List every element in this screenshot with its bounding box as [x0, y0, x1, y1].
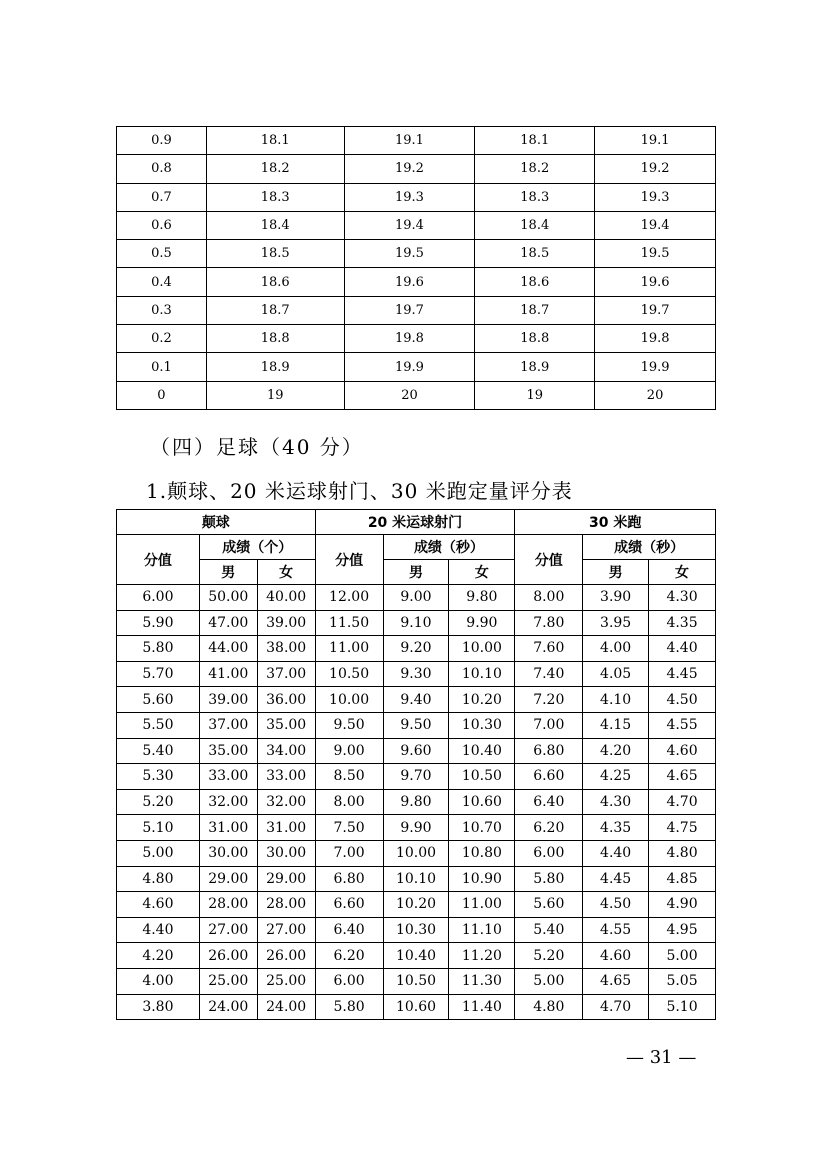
table-cell: 4.30 — [649, 585, 716, 611]
table-cell: 0.4 — [117, 268, 207, 296]
male-label: 男 — [583, 560, 649, 585]
table-cell: 8.00 — [315, 789, 383, 815]
table-cell: 47.00 — [199, 610, 257, 636]
table-caption: 1.颠球、20 米运球射门、30 米跑定量评分表 — [146, 479, 573, 503]
table-cell: 19.9 — [595, 353, 716, 381]
table-cell: 11.10 — [449, 917, 515, 943]
table-cell: 24.00 — [257, 994, 315, 1020]
table-cell: 28.00 — [199, 892, 257, 918]
table-cell: 10.50 — [383, 968, 449, 994]
table-cell: 5.90 — [117, 610, 200, 636]
header-30m-run: 30 米跑 — [515, 510, 716, 535]
table-cell: 19.3 — [595, 183, 716, 211]
table-cell: 4.95 — [649, 917, 716, 943]
table-cell: 4.50 — [583, 892, 649, 918]
table-cell: 4.45 — [649, 661, 716, 687]
table-cell: 6.00 — [315, 968, 383, 994]
table-cell: 4.80 — [117, 866, 200, 892]
table-cell: 6.80 — [315, 866, 383, 892]
table-cell: 6.80 — [515, 738, 583, 764]
table-cell: 50.00 — [199, 585, 257, 611]
table-row — [117, 738, 716, 764]
table-cell: 4.70 — [649, 789, 716, 815]
table-cell: 19.2 — [344, 155, 475, 183]
table-cell: 4.55 — [649, 712, 716, 738]
table-cell: 18.7 — [475, 296, 595, 324]
table-row — [117, 994, 716, 1020]
table-cell: 4.60 — [649, 738, 716, 764]
table-cell: 4.65 — [649, 764, 716, 790]
table-cell: 5.05 — [649, 968, 716, 994]
male-label: 男 — [199, 560, 257, 585]
table-cell: 11.40 — [449, 994, 515, 1020]
header-juggling: 颠球 — [117, 510, 316, 535]
table-cell: 4.40 — [117, 917, 200, 943]
table-cell: 6.60 — [315, 892, 383, 918]
result-header-row — [117, 535, 716, 560]
header-dribble-shot: 20 米运球射门 — [315, 510, 515, 535]
table-cell: 10.70 — [449, 815, 515, 841]
table-cell: 11.30 — [449, 968, 515, 994]
table-cell: 10.50 — [315, 661, 383, 687]
table-cell: 8.50 — [315, 764, 383, 790]
table-cell: 5.40 — [515, 917, 583, 943]
table-cell: 18.3 — [206, 183, 344, 211]
table-cell: 4.70 — [583, 994, 649, 1020]
table-cell: 9.00 — [315, 738, 383, 764]
table-cell: 5.00 — [649, 943, 716, 969]
table-cell: 0.9 — [117, 127, 207, 155]
table-cell: 4.90 — [649, 892, 716, 918]
table-cell: 19.6 — [595, 268, 716, 296]
table-cell: 7.00 — [315, 840, 383, 866]
table-cell: 12.00 — [315, 585, 383, 611]
table-cell: 19.7 — [595, 296, 716, 324]
football-score-table — [116, 509, 716, 1020]
table-cell: 4.80 — [649, 840, 716, 866]
table-cell: 4.40 — [649, 636, 716, 662]
table-row — [117, 240, 716, 268]
table-cell: 5.20 — [117, 789, 200, 815]
table-row — [117, 840, 716, 866]
table-cell: 29.00 — [257, 866, 315, 892]
table-cell: 6.00 — [515, 840, 583, 866]
table-cell: 4.50 — [649, 687, 716, 713]
table-cell: 36.00 — [257, 687, 315, 713]
table-cell: 0.1 — [117, 353, 207, 381]
table-cell: 19.1 — [595, 127, 716, 155]
female-label: 女 — [257, 560, 315, 585]
table-cell: 44.00 — [199, 636, 257, 662]
table-row — [117, 296, 716, 324]
table-cell: 9.70 — [383, 764, 449, 790]
section-heading: （四）足球（40 分） — [150, 435, 364, 459]
table-cell: 18.5 — [475, 240, 595, 268]
table-row — [117, 183, 716, 211]
table-cell: 18.5 — [206, 240, 344, 268]
table-cell: 10.80 — [449, 840, 515, 866]
table-cell: 5.60 — [117, 687, 200, 713]
table-cell: 5.80 — [315, 994, 383, 1020]
table-cell: 5.00 — [515, 968, 583, 994]
table-cell: 18.8 — [475, 325, 595, 353]
table-row — [117, 815, 716, 841]
table-cell: 4.20 — [583, 738, 649, 764]
table-cell: 31.00 — [257, 815, 315, 841]
table-cell: 10.90 — [449, 866, 515, 892]
table-cell: 0.7 — [117, 183, 207, 211]
table-cell: 33.00 — [199, 764, 257, 790]
table-row — [117, 892, 716, 918]
result-label-dribble-shot: 成绩（秒） — [383, 535, 515, 560]
table-cell: 19.4 — [344, 211, 475, 239]
table-cell: 7.00 — [515, 712, 583, 738]
table-cell: 19.1 — [344, 127, 475, 155]
group-header-row — [117, 510, 716, 535]
table-cell: 10.20 — [383, 892, 449, 918]
table-cell: 4.35 — [649, 610, 716, 636]
table-cell: 6.40 — [515, 789, 583, 815]
table-cell: 19.9 — [344, 353, 475, 381]
table-cell: 19 — [206, 381, 344, 409]
table-cell: 9.10 — [383, 610, 449, 636]
table-row — [117, 636, 716, 662]
table-cell: 7.80 — [515, 610, 583, 636]
table-cell: 5.80 — [117, 636, 200, 662]
table-cell: 26.00 — [199, 943, 257, 969]
table-cell: 4.15 — [583, 712, 649, 738]
table-cell: 5.70 — [117, 661, 200, 687]
table-cell: 4.40 — [583, 840, 649, 866]
table-cell: 11.00 — [315, 636, 383, 662]
table-cell: 4.75 — [649, 815, 716, 841]
table-row — [117, 155, 716, 183]
table-cell: 9.80 — [449, 585, 515, 611]
table-cell: 18.1 — [206, 127, 344, 155]
table-cell: 18.4 — [206, 211, 344, 239]
table-cell: 18.4 — [475, 211, 595, 239]
table-cell: 31.00 — [199, 815, 257, 841]
table-cell: 19.8 — [344, 325, 475, 353]
table-cell: 5.80 — [515, 866, 583, 892]
score-label: 分值 — [515, 535, 583, 585]
table-cell: 0.6 — [117, 211, 207, 239]
table-cell: 10.50 — [449, 764, 515, 790]
table-cell: 7.20 — [515, 687, 583, 713]
table-cell: 18.1 — [475, 127, 595, 155]
table-cell: 27.00 — [257, 917, 315, 943]
table-cell: 7.60 — [515, 636, 583, 662]
table-cell: 25.00 — [199, 968, 257, 994]
table-cell: 10.60 — [383, 994, 449, 1020]
table-cell: 4.80 — [515, 994, 583, 1020]
table-cell: 25.00 — [257, 968, 315, 994]
table-cell: 11.20 — [449, 943, 515, 969]
table-row — [117, 712, 716, 738]
score-table-body — [117, 585, 716, 1020]
table-cell: 33.00 — [257, 764, 315, 790]
table-cell: 5.20 — [515, 943, 583, 969]
table-cell: 3.80 — [117, 994, 200, 1020]
table-row — [117, 127, 716, 155]
table-row — [117, 917, 716, 943]
table-cell: 30.00 — [199, 840, 257, 866]
table-cell: 24.00 — [199, 994, 257, 1020]
table-cell: 19.8 — [595, 325, 716, 353]
female-label: 女 — [649, 560, 716, 585]
table-cell: 4.05 — [583, 661, 649, 687]
table-cell: 4.85 — [649, 866, 716, 892]
table-row — [117, 353, 716, 381]
top-score-table — [116, 126, 716, 410]
table-row — [117, 943, 716, 969]
table-cell: 11.00 — [449, 892, 515, 918]
table-cell: 5.50 — [117, 712, 200, 738]
table-cell: 10.30 — [449, 712, 515, 738]
table-cell: 18.6 — [206, 268, 344, 296]
page-number: — 31 — — [626, 1047, 697, 1068]
table-cell: 10.00 — [449, 636, 515, 662]
table-cell: 37.00 — [199, 712, 257, 738]
table-row — [117, 381, 716, 409]
table-cell: 4.10 — [583, 687, 649, 713]
table-cell: 10.60 — [449, 789, 515, 815]
table-cell: 5.00 — [117, 840, 200, 866]
table-cell: 5.40 — [117, 738, 200, 764]
table-cell: 18.2 — [475, 155, 595, 183]
result-label-juggling: 成绩（个） — [199, 535, 315, 560]
table-cell: 19.7 — [344, 296, 475, 324]
table-cell: 39.00 — [199, 687, 257, 713]
table-cell: 4.20 — [117, 943, 200, 969]
table-row — [117, 764, 716, 790]
top-table-body — [117, 127, 716, 410]
table-cell: 0.8 — [117, 155, 207, 183]
table-cell: 10.20 — [449, 687, 515, 713]
table-cell: 18.3 — [475, 183, 595, 211]
table-cell: 37.00 — [257, 661, 315, 687]
table-cell: 4.25 — [583, 764, 649, 790]
table-cell: 8.00 — [515, 585, 583, 611]
table-cell: 5.10 — [117, 815, 200, 841]
table-cell: 18.7 — [206, 296, 344, 324]
table-row — [117, 789, 716, 815]
table-cell: 40.00 — [257, 585, 315, 611]
table-cell: 9.00 — [383, 585, 449, 611]
score-label: 分值 — [315, 535, 383, 585]
table-cell: 35.00 — [257, 712, 315, 738]
table-cell: 18.2 — [206, 155, 344, 183]
table-cell: 19.2 — [595, 155, 716, 183]
table-cell: 19.4 — [595, 211, 716, 239]
table-cell: 4.30 — [583, 789, 649, 815]
table-row — [117, 610, 716, 636]
table-cell: 19.5 — [595, 240, 716, 268]
table-cell: 10.10 — [449, 661, 515, 687]
table-cell: 6.40 — [315, 917, 383, 943]
table-row — [117, 661, 716, 687]
table-cell: 4.60 — [117, 892, 200, 918]
table-cell: 0.5 — [117, 240, 207, 268]
table-row — [117, 866, 716, 892]
table-cell: 34.00 — [257, 738, 315, 764]
table-cell: 29.00 — [199, 866, 257, 892]
score-table-header — [117, 510, 716, 585]
table-cell: 20 — [595, 381, 716, 409]
table-cell: 6.20 — [515, 815, 583, 841]
table-cell: 10.00 — [315, 687, 383, 713]
table-cell: 5.10 — [649, 994, 716, 1020]
table-cell: 4.00 — [583, 636, 649, 662]
table-cell: 32.00 — [257, 789, 315, 815]
table-cell: 19.6 — [344, 268, 475, 296]
table-cell: 6.00 — [117, 585, 200, 611]
table-cell: 18.9 — [475, 353, 595, 381]
table-cell: 18.9 — [206, 353, 344, 381]
table-row — [117, 268, 716, 296]
table-cell: 9.60 — [383, 738, 449, 764]
table-cell: 11.50 — [315, 610, 383, 636]
table-row — [117, 687, 716, 713]
table-cell: 9.50 — [383, 712, 449, 738]
table-cell: 28.00 — [257, 892, 315, 918]
table-cell: 10.30 — [383, 917, 449, 943]
table-cell: 19 — [475, 381, 595, 409]
table-cell: 7.40 — [515, 661, 583, 687]
table-cell: 32.00 — [199, 789, 257, 815]
table-cell: 4.00 — [117, 968, 200, 994]
table-cell: 10.10 — [383, 866, 449, 892]
table-cell: 10.40 — [383, 943, 449, 969]
table-row — [117, 211, 716, 239]
table-cell: 3.90 — [583, 585, 649, 611]
table-cell: 0.2 — [117, 325, 207, 353]
table-cell: 9.90 — [449, 610, 515, 636]
table-cell: 5.30 — [117, 764, 200, 790]
table-cell: 4.55 — [583, 917, 649, 943]
table-cell: 4.45 — [583, 866, 649, 892]
table-cell: 10.00 — [383, 840, 449, 866]
table-cell: 6.20 — [315, 943, 383, 969]
female-label: 女 — [449, 560, 515, 585]
table-cell: 38.00 — [257, 636, 315, 662]
table-row — [117, 968, 716, 994]
table-cell: 4.65 — [583, 968, 649, 994]
table-row — [117, 585, 716, 611]
table-cell: 35.00 — [199, 738, 257, 764]
table-cell: 7.50 — [315, 815, 383, 841]
score-label: 分值 — [117, 535, 200, 585]
table-cell: 30.00 — [257, 840, 315, 866]
table-cell: 27.00 — [199, 917, 257, 943]
table-cell: 26.00 — [257, 943, 315, 969]
table-cell: 10.40 — [449, 738, 515, 764]
table-row — [117, 325, 716, 353]
table-cell: 0 — [117, 381, 207, 409]
table-cell: 4.60 — [583, 943, 649, 969]
table-cell: 9.80 — [383, 789, 449, 815]
table-cell: 4.35 — [583, 815, 649, 841]
result-label-30m-run: 成绩（秒） — [583, 535, 716, 560]
table-cell: 6.60 — [515, 764, 583, 790]
table-cell: 9.90 — [383, 815, 449, 841]
table-cell: 20 — [344, 381, 475, 409]
table-cell: 5.60 — [515, 892, 583, 918]
table-cell: 0.3 — [117, 296, 207, 324]
table-cell: 18.8 — [206, 325, 344, 353]
table-cell: 41.00 — [199, 661, 257, 687]
table-cell: 9.50 — [315, 712, 383, 738]
table-cell: 39.00 — [257, 610, 315, 636]
male-label: 男 — [383, 560, 449, 585]
table-cell: 9.20 — [383, 636, 449, 662]
gender-header-row — [117, 560, 716, 585]
table-cell: 18.6 — [475, 268, 595, 296]
table-cell: 9.30 — [383, 661, 449, 687]
table-cell: 19.3 — [344, 183, 475, 211]
table-cell: 19.5 — [344, 240, 475, 268]
table-cell: 9.40 — [383, 687, 449, 713]
table-cell: 3.95 — [583, 610, 649, 636]
